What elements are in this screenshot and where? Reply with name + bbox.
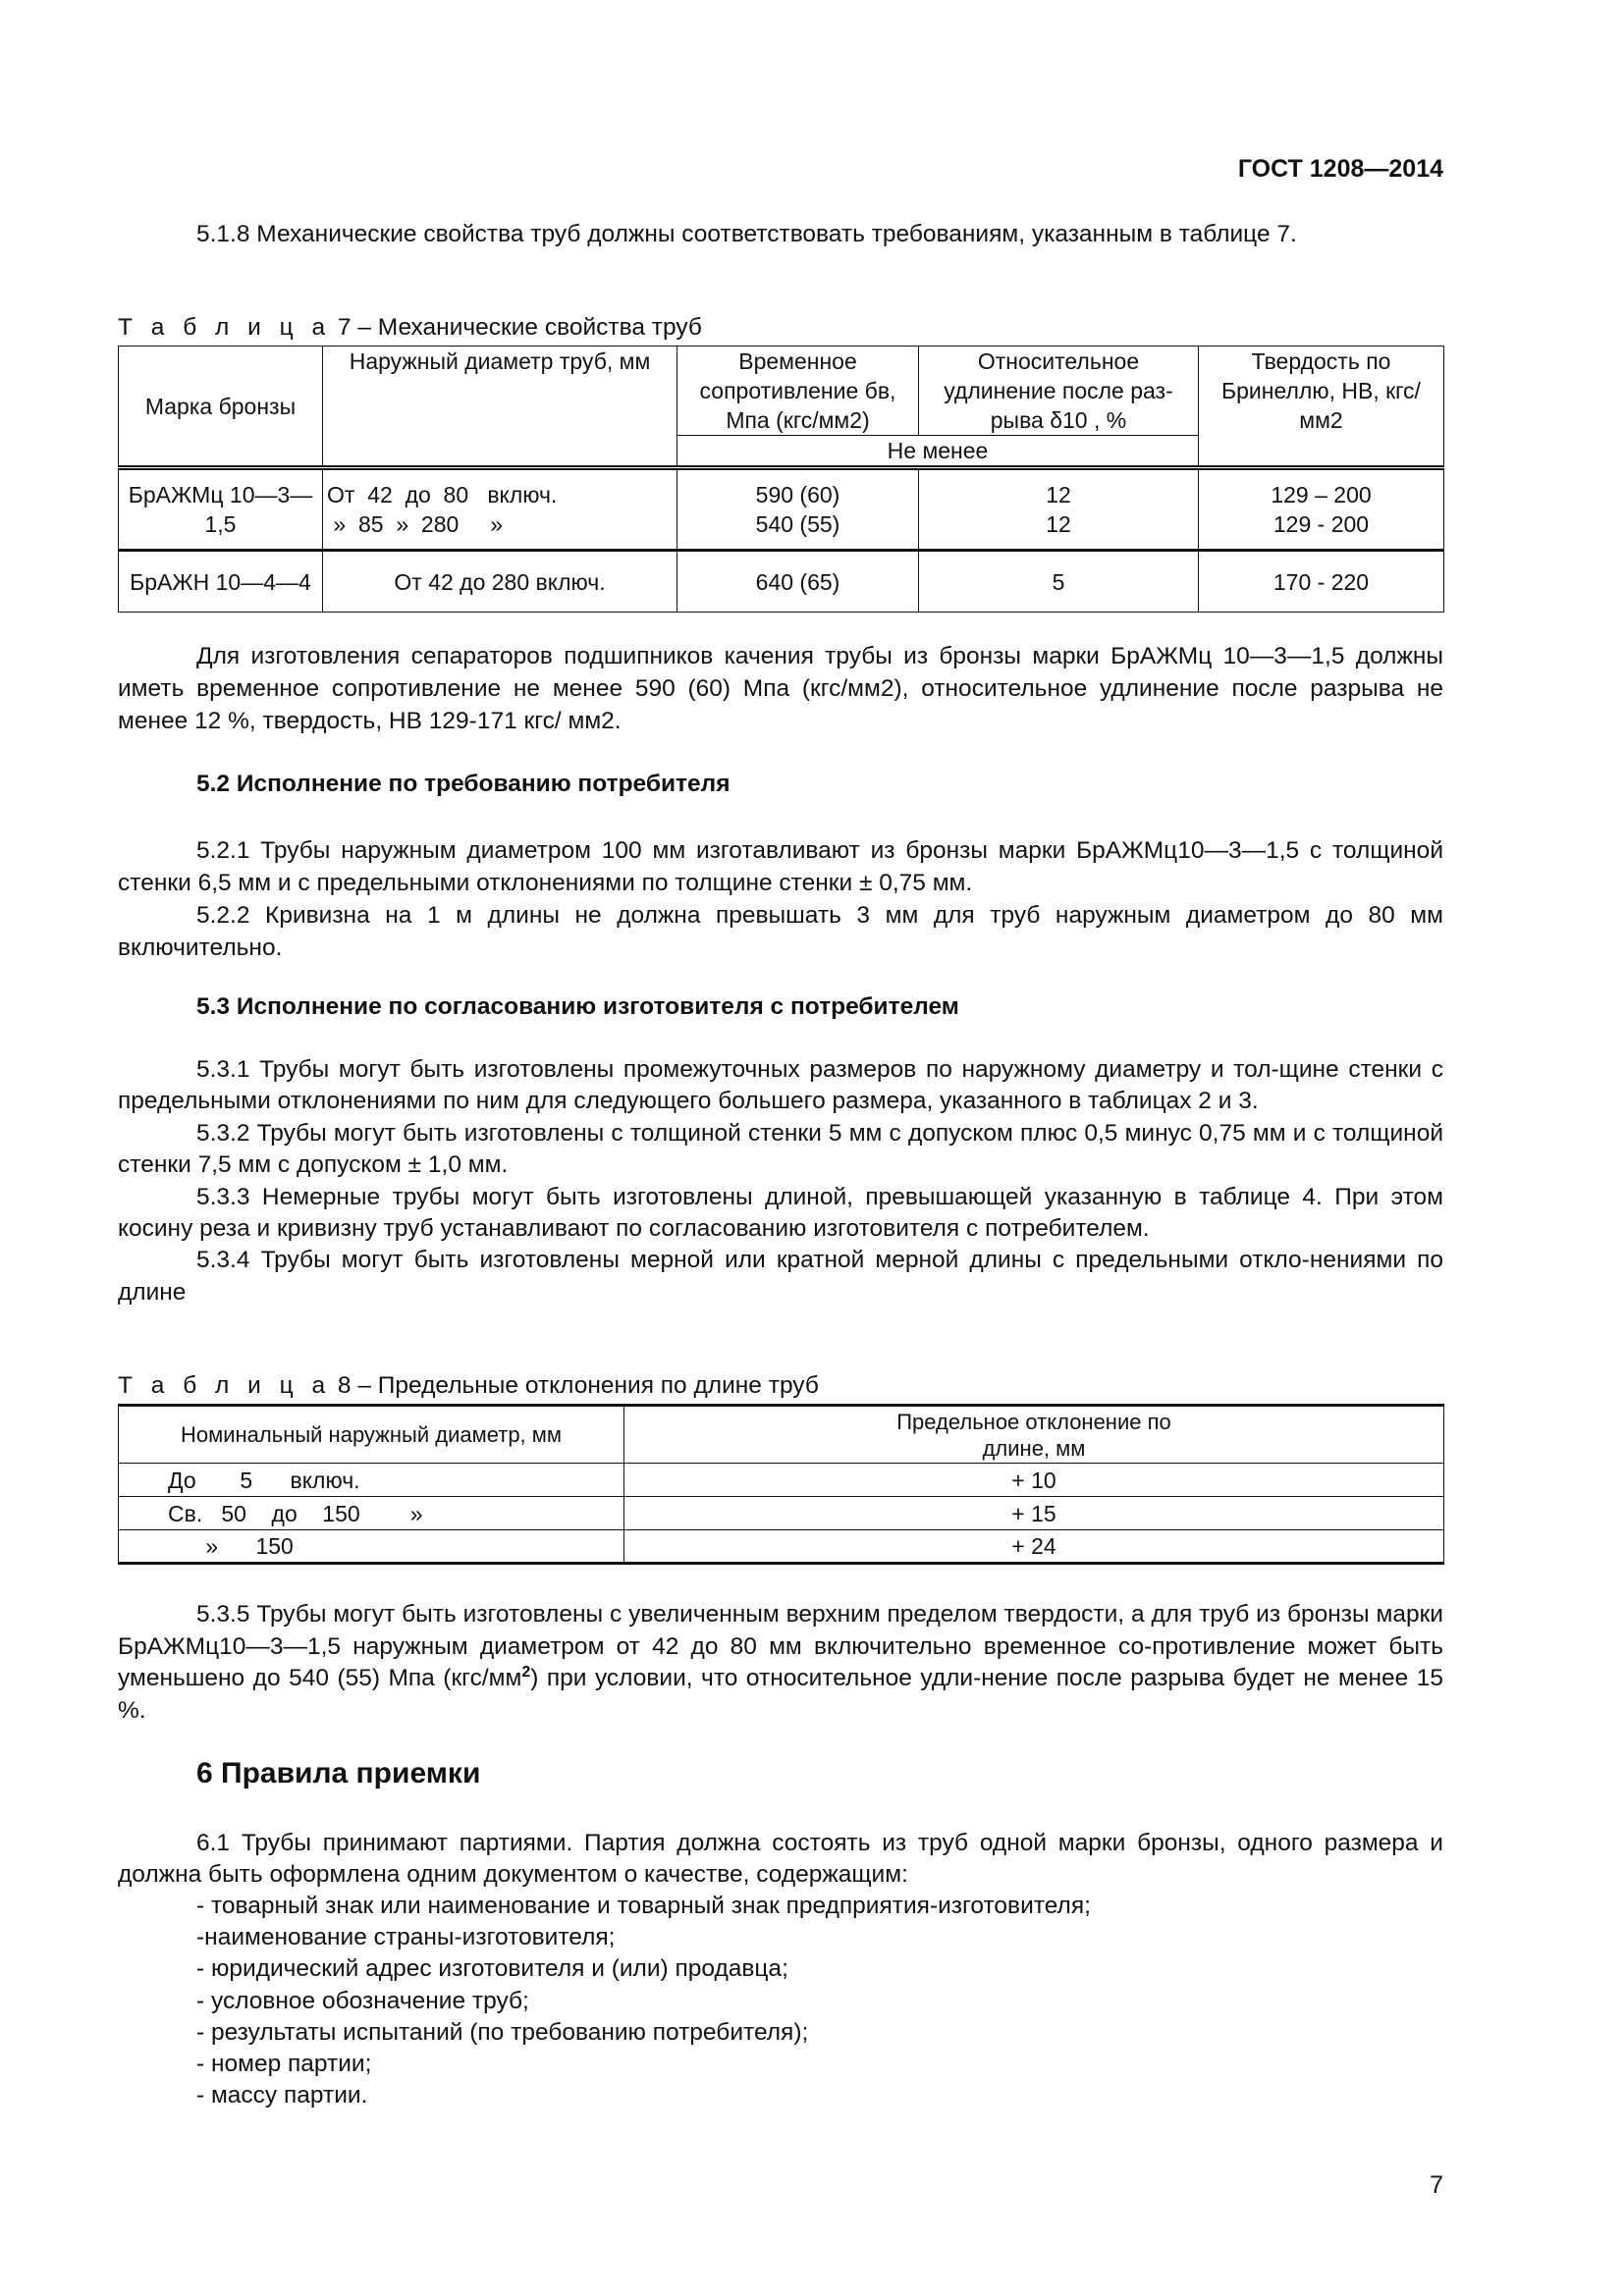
- value: 129 - 200: [1272, 511, 1370, 537]
- cell-diameter: От 42 до 280 включ.: [323, 551, 677, 613]
- value: 540 (55): [755, 511, 840, 537]
- cell-diameter: До 5 включ.: [119, 1464, 624, 1497]
- table8-caption: [118, 1372, 819, 1400]
- table7-caption: [118, 314, 702, 342]
- paragraph-5-3-2: 5.3.2 Трубы могут быть изготовлены с толщиной стенки 5 мм с допуском плюс 0,5 минус 0,75 мм и с толщиной стенки 7,5 мм с допуском ± 1,0 мм.: [118, 1119, 1443, 1179]
- cell-deviation: + 15: [624, 1497, 1444, 1530]
- header-min: Не менее: [677, 436, 1199, 468]
- page-number: 7: [1430, 2171, 1443, 2199]
- diameter-line: От 42 до 80 включ.: [327, 482, 558, 507]
- paragraph-5-2-1: 5.2.1 Трубы наружным диаметром 100 мм изготавливают из бронзы марки БрАЖМц10—3—1,5 с толщиной стенки 6,5 мм и с предельными отклонениями по толщине стенки ± 0,75 мм.: [118, 837, 1443, 896]
- caption-prefix: Т а б л и ц а: [118, 1372, 332, 1399]
- value: 12: [1046, 482, 1071, 507]
- table-7: [118, 346, 1444, 613]
- table-8: [118, 1404, 1444, 1565]
- cell-strength: 640 (65): [677, 551, 919, 613]
- cell-deviation: + 10: [624, 1464, 1444, 1497]
- paragraph-text: 6.1 Трубы принимают партиями. Партия должна состоять из труб одной марки бронзы, одного размера и должна быть оформлена одним документом о качестве, содержащим:: [118, 1830, 1443, 1889]
- paragraph-text: Для изготовления сепараторов подшипников качения трубы из бронзы марки БрАЖМц 10—3—1,5 должны иметь временное сопротивление не менее 590 (60) Мпа (кгс/мм2), относительное удлинение после разрыва не менее 12 %, твердость, НВ 129-171 кгс/ мм2.: [118, 643, 1443, 734]
- paragraph-separators: [118, 640, 1443, 737]
- cell-hardness: [1199, 468, 1444, 551]
- paragraph-5-3-4: 5.3.4 Трубы могут быть изготовлены мерной или кратной мерной длины с предельными откло-нениями по длине: [118, 1247, 1443, 1306]
- list-item: - условное обозначение труб;: [196, 1987, 529, 2014]
- paragraph-5-1-8: [118, 218, 1443, 250]
- cell-strength: [677, 468, 919, 551]
- cell-diameter: [323, 468, 677, 551]
- superscript: 2: [521, 1664, 531, 1682]
- paragraph-6-1: [118, 1828, 1443, 1891]
- paragraph-5-3-5: [118, 1599, 1443, 1727]
- header-strength: Временное сопротивление бв, Мпа (кгс/мм2): [677, 347, 919, 436]
- list-item: - массу партии.: [196, 2082, 368, 2109]
- heading-6: 6 Правила приемки: [196, 1757, 481, 1789]
- header-diameter: Наружный диаметр труб, мм: [323, 347, 677, 468]
- paragraph-text: 5.1.8 Механические свойства труб должны соответствовать требованиям, указанным в таблице 7.: [196, 221, 1297, 247]
- header-grade: Марка бронзы: [119, 347, 323, 468]
- paragraph-5-3-3: 5.3.3 Немерные трубы могут быть изготовлены длиной, превышающей указанную в таблице 4. При этом косину реза и кривизну труб устанавливают по согласованию изготовителя с потребителем.: [118, 1183, 1443, 1243]
- caption-text: 7 – Механические свойства труб: [337, 314, 702, 341]
- cell-grade: БрАЖМц 10—3—1,5: [119, 468, 323, 551]
- table-row: [119, 1530, 1444, 1564]
- cell-diameter: » 150: [119, 1530, 624, 1564]
- paragraph-text: ) при условии, что относительное удли-нение после разрыва будет не менее 15 %.: [118, 1665, 1443, 1724]
- diameter-line: » 85 » 280 »: [327, 511, 504, 537]
- caption-text: 8 – Предельные отклонения по длине труб: [337, 1372, 819, 1399]
- section-5-2: [118, 834, 1443, 964]
- list-item: - товарный знак или наименование и товарный знак предприятия-изготовителя;: [196, 1893, 1091, 1919]
- list-item: -наименование страны-изготовителя;: [196, 1924, 616, 1951]
- table-row: [119, 1464, 1444, 1497]
- cell-hardness: 170 - 220: [1199, 551, 1444, 613]
- paragraph-5-2-2: 5.2.2 Кривизна на 1 м длины не должна превышать 3 мм для труб наружным диаметром до 80 мм включительно.: [118, 902, 1443, 961]
- value: 590 (60): [755, 482, 840, 507]
- header-diameter: Номинальный наружный диаметр, мм: [119, 1406, 624, 1464]
- list-item: - юридический адрес изготовителя и (или) продавца;: [196, 1955, 788, 1983]
- paragraph-5-3-1: 5.3.1 Трубы могут быть изготовлены промежуточных размеров по наружному диаметру и тол-щине стенки с предельными отклонениями по ним для следующего большего размера, указанного в таблицах 2 и 3.: [118, 1056, 1443, 1115]
- value: 12: [1046, 511, 1071, 537]
- document-code: ГОСТ 1208—2014: [1237, 155, 1443, 183]
- table-row: [119, 1497, 1444, 1530]
- contents-list: [196, 1891, 1091, 2111]
- cell-deviation: + 24: [624, 1530, 1444, 1564]
- caption-prefix: Т а б л и ц а: [118, 314, 332, 341]
- heading-5-3: 5.3 Исполнение по согласованию изготовителя с потребителем: [196, 993, 959, 1020]
- cell-grade: БрАЖН 10—4—4: [119, 551, 323, 613]
- cell-diameter: Св. 50 до 150 »: [119, 1497, 624, 1530]
- table-row: [119, 551, 1444, 613]
- header-hardness: Твердость по Бринеллю, НВ, кгс/ мм2: [1199, 347, 1444, 468]
- header-deviation: Предельное отклонение по длине, мм: [624, 1406, 1444, 1464]
- list-item: - номер партии;: [196, 2051, 372, 2078]
- value: 129 – 200: [1271, 482, 1372, 507]
- heading-5-2: 5.2 Исполнение по требованию потребителя: [196, 771, 731, 797]
- table-row: [119, 468, 1444, 551]
- paragraph-text: 5.3.5 Трубы могут быть изготовлены с увеличенным верхним пределом твердости, а для труб из бронзы марки БрАЖМц10—3—1,5 наружным диаметром от 42 до 80 мм включительно временное со-противление может быть уменьшено до 540 (55) Мпа (кгс/мм: [118, 1601, 1443, 1692]
- cell-elongation: [919, 468, 1199, 551]
- cell-elongation: 5: [919, 551, 1199, 613]
- list-item: - результаты испытаний (по требованию потребителя);: [196, 2018, 809, 2046]
- section-5-3: [118, 1054, 1443, 1308]
- header-elongation: Относительное удлинение после раз-рыва δ10 , %: [919, 347, 1199, 436]
